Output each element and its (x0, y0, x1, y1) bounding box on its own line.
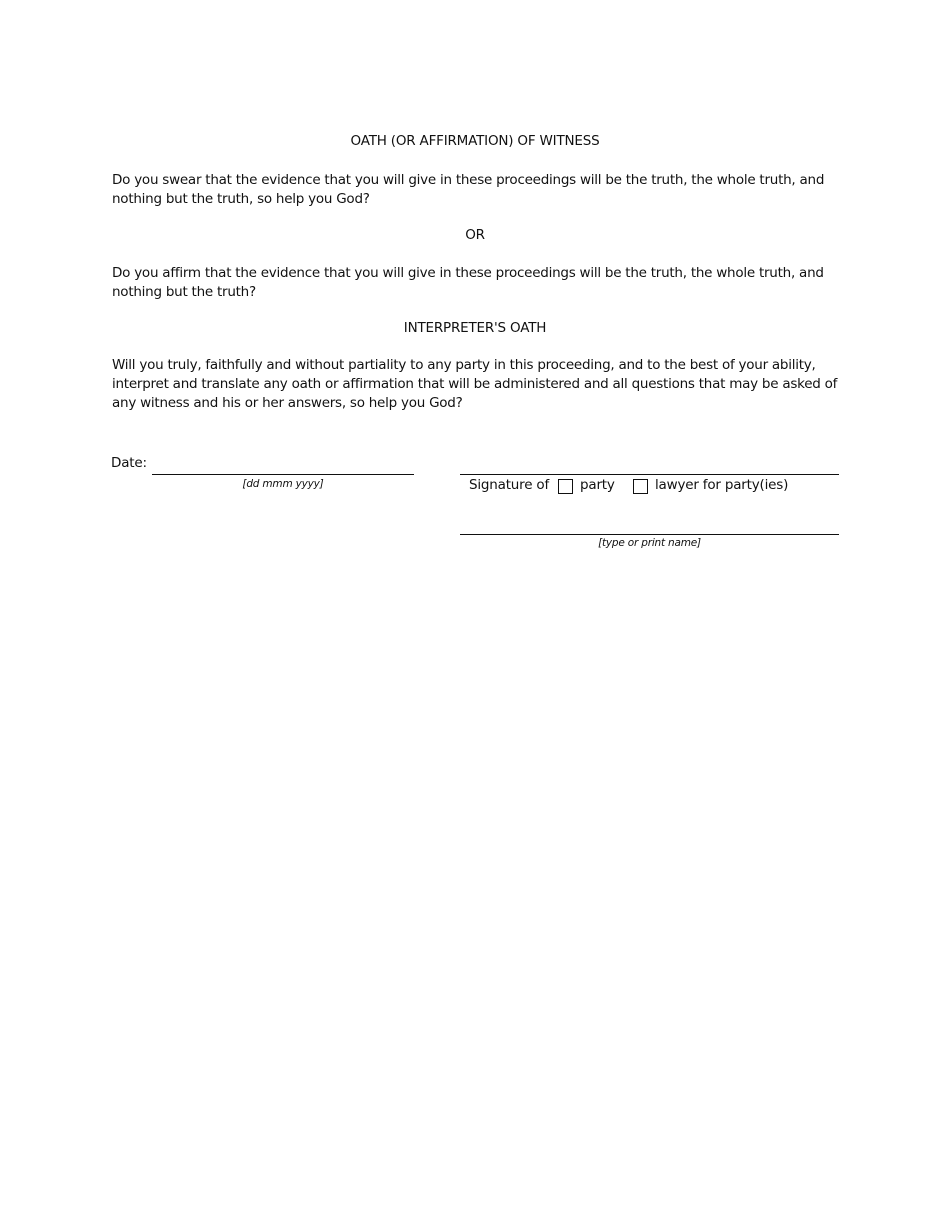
signature-label: Signature of (469, 477, 550, 493)
printed-name-field[interactable] (460, 534, 839, 535)
lawyer-option-label: lawyer for party(ies) (655, 477, 789, 493)
date-label: Date: (111, 455, 147, 471)
party-checkbox[interactable] (558, 479, 573, 494)
lawyer-checkbox[interactable] (633, 479, 648, 494)
interpreter-paragraph: Will you truly, faithfully and without partiality to any party in this proceeding, and to the best of your ability, interpret and translate any oath or affirmation that will be administered and all questions that may be asked of any witness and his or her answers, so help you God? (112, 357, 838, 411)
signature-field[interactable] (460, 474, 839, 475)
date-field[interactable] (152, 474, 414, 475)
oath-heading: OATH (OR AFFIRMATION) OF WITNESS (350, 133, 600, 149)
swear-paragraph: Do you swear that the evidence that you will give in these proceedings will be the truth, the whole truth, and nothing but the truth, so help you God? (112, 172, 825, 207)
party-option-label: party (580, 477, 615, 493)
printed-name-hint: [type or print name] (598, 537, 701, 549)
date-format-hint: [dd mmm yyyy] (242, 478, 324, 490)
affirm-paragraph: Do you affirm that the evidence that you will give in these proceedings will be the truth, the whole truth, and nothing but the truth? (112, 265, 824, 300)
interpreter-heading: INTERPRETER'S OATH (403, 320, 547, 336)
or-separator: OR (465, 227, 485, 243)
